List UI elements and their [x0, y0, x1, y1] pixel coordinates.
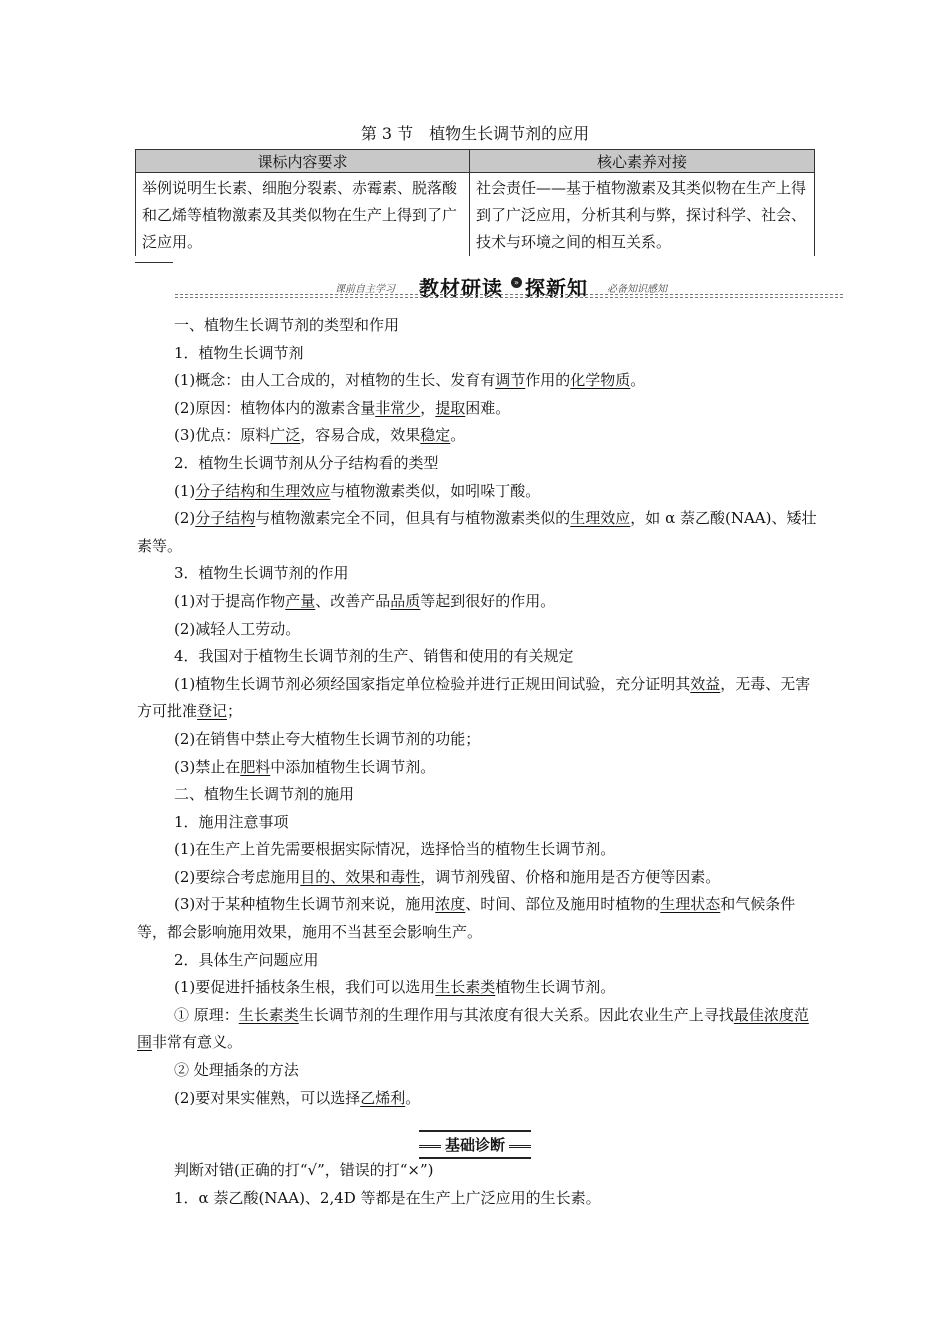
para-rule-1: (1)植物生长调节剂必须经国家指定单位检验并进行正规田间试验，充分证明其效益，无毒、无害方可批准登记；	[137, 674, 811, 721]
banner-small-left: 课前自主学习	[335, 284, 395, 295]
diagnosis-banner	[0, 1130, 950, 1159]
para-practical-2: (2)要对果实催熟，可以选择乙烯利。	[174, 1088, 421, 1107]
subheading-practical: 2．具体生产问题应用	[174, 950, 319, 969]
subheading-regulator: 1．植物生长调节剂	[174, 343, 304, 362]
subheading-regulations: 4．我国对于植物生长调节剂的生产、销售和使用的有关规定	[174, 647, 574, 666]
para-precaution-3: (3)对于某种植物生长调节剂来说，施用浓度、时间、部位及施用时植物的生理状态和气候条件等，都会影响施用效果，施用不当甚至会影响生产。	[137, 895, 796, 942]
para-principle: ① 原理：生长素类生长调节剂的生理作用与其浓度有很大关系。因此农业生产上寻找最佳浓度范围非常有意义。	[137, 1005, 809, 1052]
table-bottom-rule	[135, 262, 173, 263]
banner-big-left: 教材研读	[419, 276, 503, 300]
heading-types: 一、植物生长调节剂的类型和作用	[174, 316, 400, 334]
para-method: ② 处理插条的方法	[174, 1061, 299, 1080]
subheading-precautions: 1．施用注意事项	[174, 812, 289, 831]
para-concept: (1)概念：由人工合成的，对植物的生长、发育有调节作用的化学物质。	[174, 371, 646, 390]
table-cell-standards: 举例说明生长素、细胞分裂素、赤霉素、脱落酸和乙烯等植物激素及其类似物在生产上得到了广泛应用。	[136, 173, 470, 257]
section-banner	[175, 272, 843, 300]
para-rule-3: (3)禁止在肥料中添加植物生长调节剂。	[174, 757, 436, 776]
banner-rule-2	[175, 297, 843, 298]
standards-table	[135, 149, 815, 256]
para-reason: (2)原因：植物体内的激素含量非常少，提取困难。	[174, 398, 511, 417]
main-content	[137, 312, 817, 1112]
table-header-standards: 课标内容要求	[136, 150, 470, 173]
para-type-2: (2)分子结构与植物激素完全不同，但具有与植物激素类似的生理效应，如 α 萘乙酸(NAA)、矮壮素等。	[137, 509, 817, 555]
banner-rule	[175, 294, 843, 295]
para-effect-2: (2)减轻人工劳动。	[174, 619, 301, 638]
heading-application: 二、植物生长调节剂的施用	[174, 785, 355, 804]
para-practical-1: (1)要促进扦插枝条生根，我们可以选用生长素类植物生长调节剂。	[174, 978, 616, 997]
diagnosis-content	[137, 1157, 817, 1212]
table-header-literacy: 核心素养对接	[470, 150, 815, 173]
diagnosis-question-1: 1．α 萘乙酸(NAA)、2,4D 等都是在生产上广泛应用的生长素。	[174, 1188, 601, 1207]
para-effect-1: (1)对于提高作物产量、改善产品品质等起到很好的作用。	[174, 591, 556, 610]
para-precaution-2: (2)要综合考虑施用目的、效果和毒性，调节剂残留、价格和施用是否方便等因素。	[174, 867, 721, 886]
banner-arrow-icon: »	[511, 277, 522, 288]
diagnosis-instruction: 判断对错(正确的打“√”，错误的打“×”)	[174, 1161, 434, 1179]
banner-small-right: 必备知识感知	[607, 284, 667, 295]
para-type-1: (1)分子结构和生理效应与植物激素类似，如吲哚丁酸。	[174, 481, 541, 500]
banner-big-right: 探新知	[525, 276, 588, 300]
para-rule-2: (2)在销售中禁止夸大植物生长调节剂的功能；	[174, 729, 481, 748]
table-cell-literacy: 社会责任——基于植物激素及其类似物在生产上得到了广泛应用，分析其利与弊，探讨科学、社会、技术与环境之间的相互关系。	[470, 173, 815, 257]
subheading-effects: 3．植物生长调节剂的作用	[174, 564, 349, 583]
para-advantage: (3)优点：原料广泛，容易合成，效果稳定。	[174, 426, 466, 445]
para-precaution-1: (1)在生产上首先需要根据实际情况，选择恰当的植物生长调节剂。	[174, 840, 616, 859]
section-title: 第 3 节 植物生长调节剂的应用	[360, 124, 590, 143]
diagnosis-label: 基础诊断	[419, 1130, 531, 1159]
subheading-structure-types: 2．植物生长调节剂从分子结构看的类型	[174, 453, 439, 472]
